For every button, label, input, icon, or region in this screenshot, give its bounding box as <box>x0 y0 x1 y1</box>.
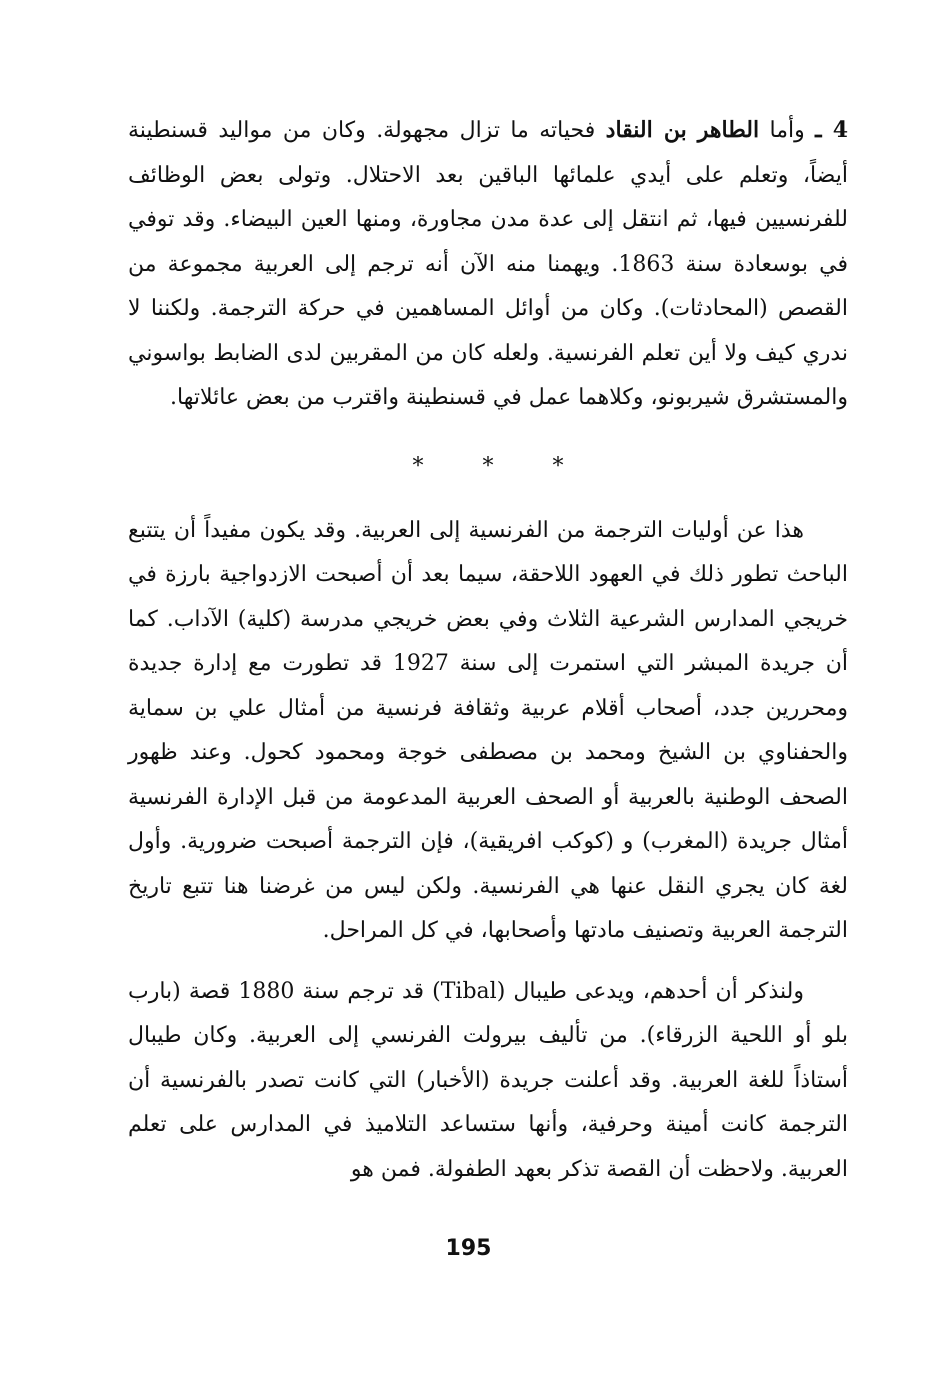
separator-star: * <box>412 454 424 479</box>
paragraph-tibal: ولنذكر أن أحدهم، ويدعى طيبال (Tibal) قد ترجم سنة 1880 قصة (بارب بلو أو اللحية الزرقاء). من تأليف بيرولت الفرنسي إلى العربية. وكان طيبال أستاذاً للغة العربية. وقد أعلنت جريدة (الأخبار) التي كانت تصدر بالفرنسية أن الترجمة كانت أمينة وحرفية، وأنها ستساعد التلاميذ في المدارس على تعلم العربية. ولاحظت أن القصة تذكر بعهد الطفولة. فمن هو <box>128 978 848 1182</box>
section-separator <box>128 447 848 487</box>
separator-star: * <box>552 454 564 479</box>
page-body <box>128 108 848 1192</box>
section-lead: وأما <box>769 118 805 143</box>
person-name: الطاهر بن النقاد <box>605 117 760 143</box>
separator-star: * <box>482 454 494 479</box>
section-4-text: فحياته ما تزال مجهولة. وكان من مواليد قسنطينة أيضاً، وتعلم على أيدي علمائها الباقين بعد الاحتلال. وتولى بعض الوظائف للفرنسيين فيها، ثم انتقل إلى عدة مدن مجاورة، ومنها العين البيضاء. وقد توفي في بوسعادة سنة 1863. ويهمنا منه الآن أنه ترجم إلى العربية مجموعة من القصص (المحادثات). وكان من أوائل المساهمين في حركة الترجمة. ولكننا لا ندري كيف ولا أين تعلم الفرنسية. ولعله كان من المقربين لدى الضابط بواسوني والمستشرق شيربونو، وكلاهما عمل في قسنطينة واقترب من بعض عائلاتها. <box>128 118 848 410</box>
page-number: 195 <box>445 1236 492 1261</box>
paragraph-translation-history: هذا عن أوليات الترجمة من الفرنسية إلى العربية. وقد يكون مفيداً أن يتتبع الباحث تطور ذلك في العهود اللاحقة، سيما بعد أن أصبحت الازدواجية بارزة في خريجي المدارس الشرعية الثلاث وفي بعض خريجي مدرسة (كلية) الآداب. كما أن جريدة المبشر التي استمرت إلى سنة 1927 قد تطورت مع إدارة جديدة ومحررين جدد، أصحاب أقلام عربية وثقافة فرنسية من أمثال علي بن سماية والحفناوي بن الشيخ ومحمد بن مصطفى خوجة ومحمود كحول. وعند ظهور الصحف الوطنية بالعربية أو الصحف العربية المدعومة من قبل الإدارة الفرنسية أمثال جريدة (المغرب) و (كوكب افريقية)، فإن الترجمة أصبحت ضرورية. وأول لغة كان يجري النقل عنها هي الفرنسية. ولكن ليس من غرضنا هنا تتبع تاريخ الترجمة العربية وتصنيف مادتها وأصحابها، في كل المراحل. <box>128 517 848 943</box>
section-4-paragraph <box>128 108 848 421</box>
section-number: 4 ـ <box>815 117 848 143</box>
